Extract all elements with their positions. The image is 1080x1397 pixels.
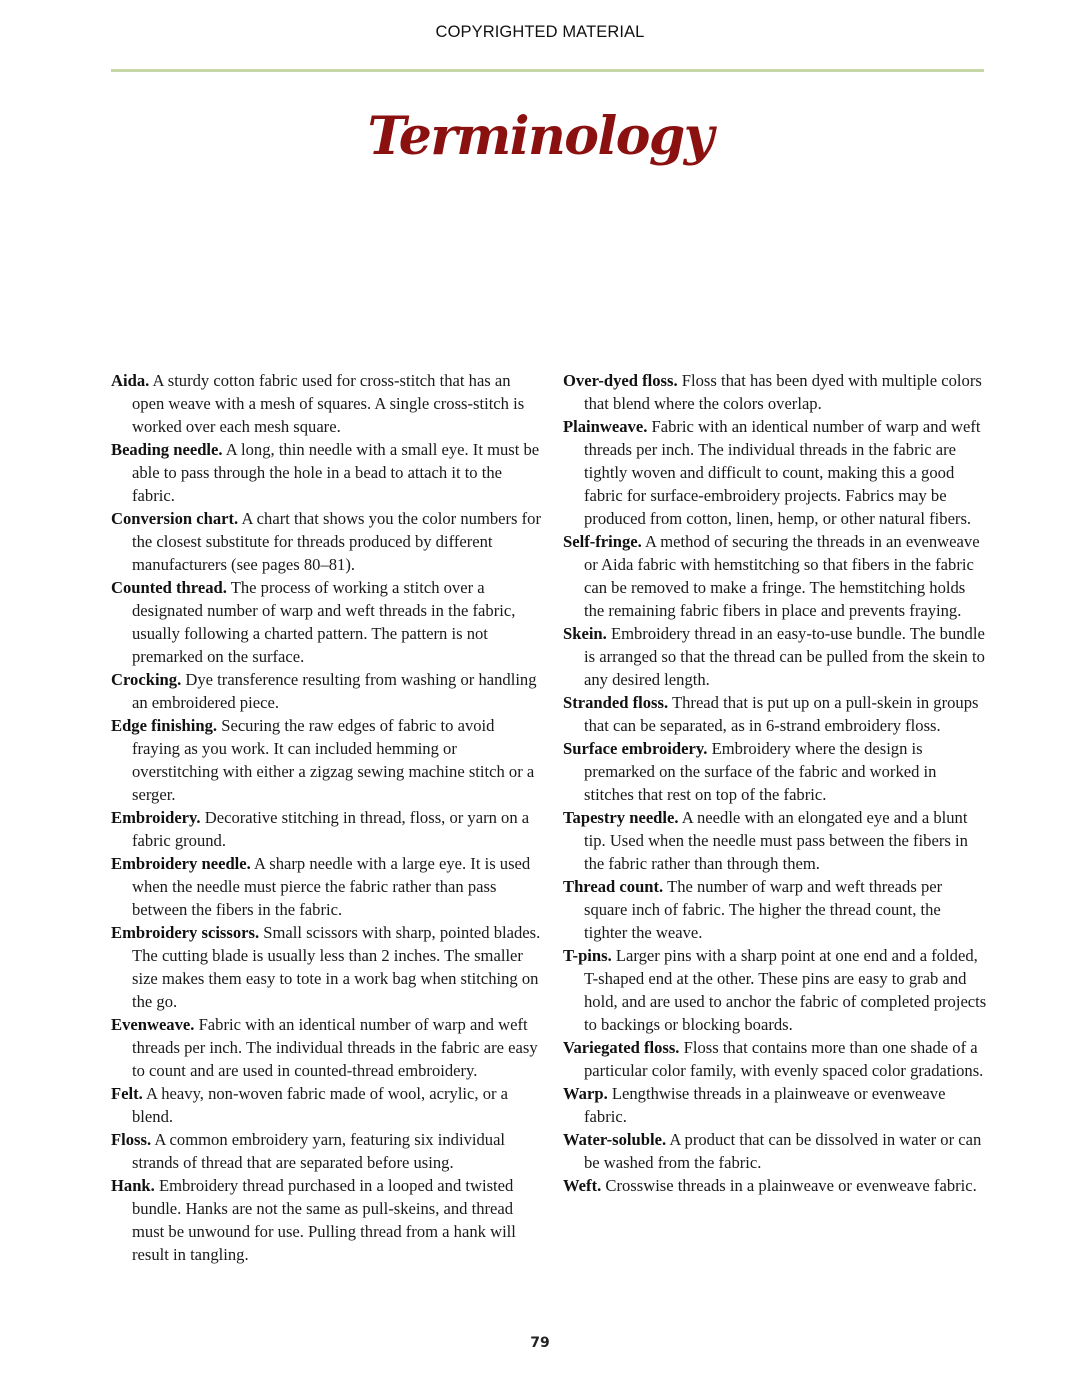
glossary-term: Surface embroidery. xyxy=(563,739,708,758)
glossary-definition: Fabric with an identical number of warp and weft threads per inch. The individual threads in the fabric are tightly woven and difficult to count, making this a good fabric for surface-embroidery projects. Fabrics may be produced from cotton, linen, hemp, or other natural fibers. xyxy=(584,417,981,528)
glossary-term: Embroidery needle. xyxy=(111,854,251,873)
glossary-entry xyxy=(563,1036,988,1082)
glossary-term: Aida. xyxy=(111,371,150,390)
glossary-term: Self-fringe. xyxy=(563,532,642,551)
glossary-definition: Larger pins with a sharp point at one end and a folded, T-shaped end at the other. These pins are easy to grab and hold, and are used to anchor the fabric of completed projects to backings or blocking boards. xyxy=(584,946,987,1034)
glossary-term: Hank. xyxy=(111,1176,155,1195)
glossary-term: Thread count. xyxy=(563,877,664,896)
glossary-definition: Fabric with an identical number of warp and weft threads per inch. The individual threads in the fabric are easy to count and are used in counted-thread embroidery. xyxy=(132,1015,538,1080)
glossary-definition: Embroidery where the design is premarked on the surface of the fabric and worked in stitches that rest on top of the fabric. xyxy=(584,739,937,804)
glossary-entry xyxy=(111,668,541,714)
glossary-entry xyxy=(563,737,988,806)
glossary-entry xyxy=(563,1174,988,1197)
glossary-term: Floss. xyxy=(111,1130,152,1149)
glossary-term: Crocking. xyxy=(111,670,182,689)
glossary-entry xyxy=(111,1128,541,1174)
glossary-term: Counted thread. xyxy=(111,578,227,597)
glossary-definition: Thread that is put up on a pull-skein in groups that can be separated, as in 6-strand embroidery floss. xyxy=(584,693,979,735)
glossary-entry xyxy=(111,507,541,576)
glossary-definition: Embroidery thread purchased in a looped and twisted bundle. Hanks are not the same as pull-skeins, and thread must be unwound for use. Pulling thread from a hank will result in tangling. xyxy=(132,1176,516,1264)
glossary-definition: Small scissors with sharp, pointed blades. The cutting blade is usually less than 2 inches. The smaller size makes them easy to tote in a work bag when stitching on the go. xyxy=(132,923,541,1011)
glossary-definition: A product that can be dissolved in water or can be washed from the fabric. xyxy=(584,1130,982,1172)
glossary-entry xyxy=(111,1174,541,1266)
glossary-definition: Embroidery thread in an easy-to-use bundle. The bundle is arranged so that the thread can be pulled from the skein to any desired length. xyxy=(584,624,985,689)
glossary-entry xyxy=(563,806,988,875)
glossary-definition: A long, thin needle with a small eye. It must be able to pass through the hole in a bead to attach it to the fabric. xyxy=(132,440,540,505)
glossary-definition: A sharp needle with a large eye. It is used when the needle must pierce the fabric rather than pass between the fibers in the fabric. xyxy=(132,854,531,919)
glossary-term: Edge finishing. xyxy=(111,716,218,735)
glossary-term: Beading needle. xyxy=(111,440,223,459)
glossary-right-column xyxy=(563,369,988,1197)
glossary-entry xyxy=(111,1013,541,1082)
glossary-definition: A heavy, non-woven fabric made of wool, acrylic, or a blend. xyxy=(132,1084,509,1126)
glossary-term: Water-soluble. xyxy=(563,1130,667,1149)
glossary-entry xyxy=(111,438,541,507)
glossary-definition: A common embroidery yarn, featuring six individual strands of thread that are separated before using. xyxy=(132,1130,506,1172)
glossary-term: Felt. xyxy=(111,1084,143,1103)
glossary-entry xyxy=(563,1128,988,1174)
header-rule xyxy=(111,69,984,72)
glossary-definition: Decorative stitching in thread, floss, or yarn on a fabric ground. xyxy=(132,808,530,850)
glossary-entry xyxy=(563,415,988,530)
glossary-entry xyxy=(563,622,988,691)
glossary-definition: Securing the raw edges of fabric to avoid fraying as you work. It can included hemming or overstitching with either a zigzag sewing machine stitch or a serger. xyxy=(132,716,535,804)
glossary-definition: A method of securing the threads in an evenweave or Aida fabric with hemstitching so that fibers in the fabric can be removed to make a fringe. The hemstitching holds the remaining fabric fibers in place and prevents fraying. xyxy=(584,532,980,620)
glossary-entry xyxy=(563,875,988,944)
glossary-term: Over-dyed floss. xyxy=(563,371,678,390)
glossary-definition: The number of warp and weft threads per square inch of fabric. The higher the thread count, the tighter the weave. xyxy=(584,877,943,942)
glossary-entry xyxy=(563,944,988,1036)
glossary-definition: A needle with an elongated eye and a blunt tip. Used when the needle must pass between the fibers in the fabric rather than through them. xyxy=(584,808,968,873)
glossary-term: Tapestry needle. xyxy=(563,808,679,827)
glossary-entry xyxy=(563,530,988,622)
glossary-entry xyxy=(563,369,988,415)
glossary-term: Plainweave. xyxy=(563,417,648,436)
glossary-entry xyxy=(111,852,541,921)
glossary-entry xyxy=(111,369,541,438)
glossary-definition: Floss that has been dyed with multiple colors that blend where the colors overlap. xyxy=(584,371,982,413)
page-title: Terminology xyxy=(367,106,713,167)
glossary-entry xyxy=(111,714,541,806)
glossary-definition: Floss that contains more than one shade of a particular color family, with evenly spaced color gradations. xyxy=(584,1038,984,1080)
glossary-term: Embroidery scissors. xyxy=(111,923,260,942)
glossary-left-column xyxy=(111,369,541,1266)
glossary-entry xyxy=(111,576,541,668)
glossary-definition: Dye transference resulting from washing or handling an embroidered piece. xyxy=(132,670,537,712)
glossary-term: Warp. xyxy=(563,1084,608,1103)
glossary-entry xyxy=(111,921,541,1013)
glossary-definition: Lengthwise threads in a plainweave or evenweave fabric. xyxy=(584,1084,946,1126)
glossary-definition: The process of working a stitch over a designated number of warp and weft threads in the fabric, usually following a charted pattern. The pattern is not premarked on the surface. xyxy=(132,578,516,666)
glossary-term: Variegated floss. xyxy=(563,1038,680,1057)
page-number: 79 xyxy=(530,1335,550,1351)
glossary-term: Weft. xyxy=(563,1176,602,1195)
glossary-entry xyxy=(111,806,541,852)
glossary-definition: Crosswise threads in a plainweave or evenweave fabric. xyxy=(605,1176,977,1195)
glossary-term: Conversion chart. xyxy=(111,509,239,528)
glossary-term: Skein. xyxy=(563,624,607,643)
glossary-term: Evenweave. xyxy=(111,1015,195,1034)
copyright-notice: COPYRIGHTED MATERIAL xyxy=(435,23,645,41)
glossary-definition: A chart that shows you the color numbers for the closest substitute for threads produced by different manufacturers (see pages 80–81). xyxy=(132,509,541,574)
glossary-definition: A sturdy cotton fabric used for cross-stitch that has an open weave with a mesh of squares. A single cross-stitch is worked over each mesh square. xyxy=(132,371,525,436)
glossary-term: Stranded floss. xyxy=(563,693,669,712)
glossary-entry xyxy=(563,691,988,737)
glossary-entry xyxy=(111,1082,541,1128)
glossary-entry xyxy=(563,1082,988,1128)
glossary-term: T-pins. xyxy=(563,946,612,965)
glossary-term: Embroidery. xyxy=(111,808,201,827)
